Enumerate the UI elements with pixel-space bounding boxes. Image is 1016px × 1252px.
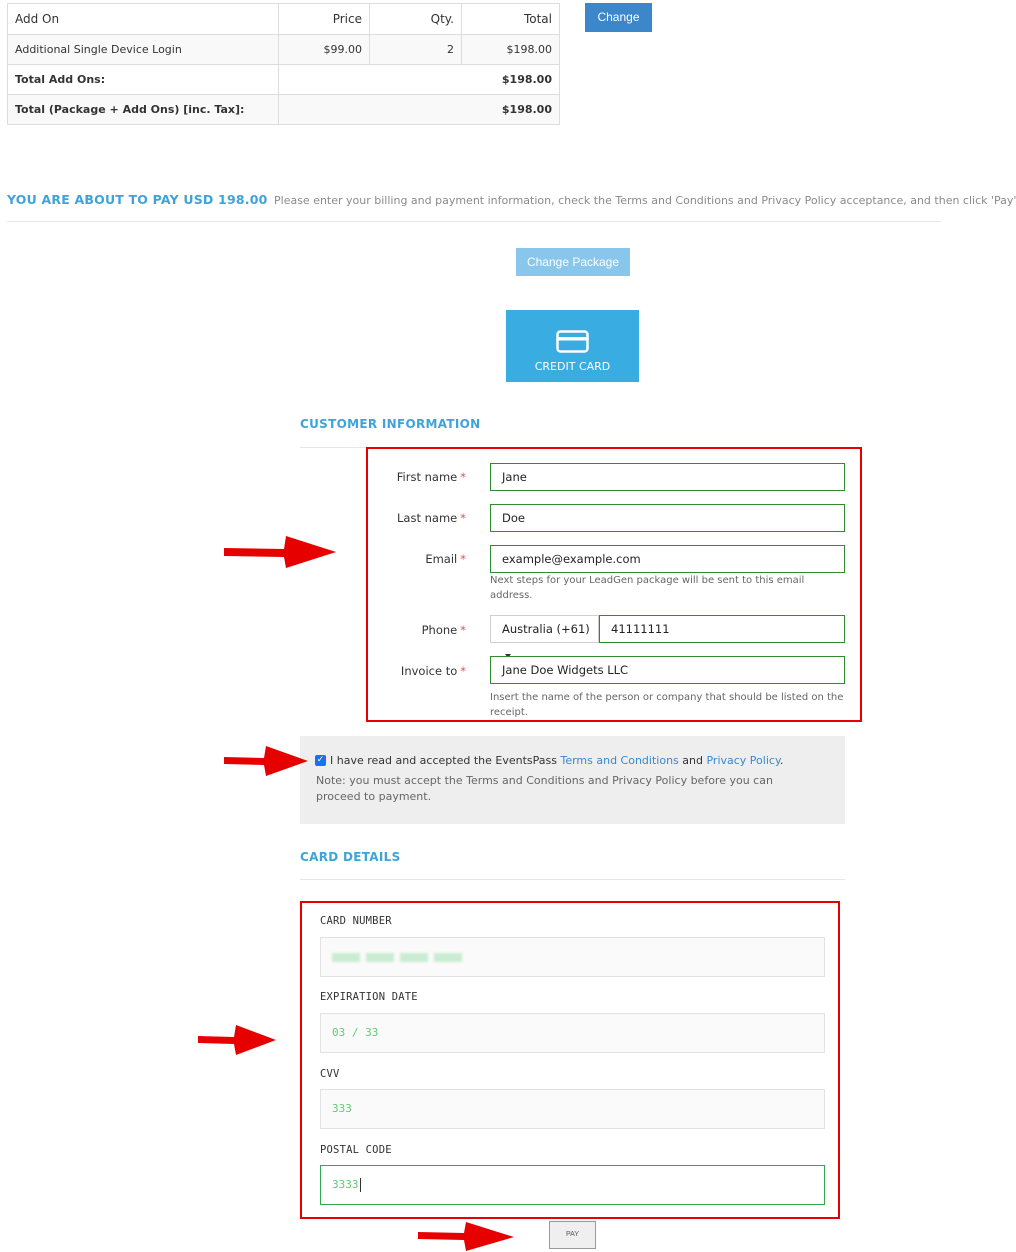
total-addons-value: $198.00 xyxy=(279,65,560,95)
email-input[interactable]: example@example.com xyxy=(490,545,845,573)
expiration-date-label: EXPIRATION DATE xyxy=(320,991,418,1003)
red-arrow-icon xyxy=(196,1023,278,1057)
last-name-input[interactable]: Doe xyxy=(490,504,845,532)
phone-country-select[interactable] xyxy=(490,615,599,643)
terms-prefix-text: I have read and accepted the EventsPass xyxy=(330,754,557,767)
grand-total-label: Total (Package + Add Ons) [inc. Tax]: xyxy=(8,95,279,125)
masked-digits xyxy=(434,953,462,962)
email-label: Email * xyxy=(425,552,466,566)
payment-method-label: CREDIT CARD xyxy=(534,360,611,373)
phone-number-input[interactable]: 41111111 xyxy=(599,615,845,643)
postal-code-input[interactable] xyxy=(320,1165,825,1205)
terms-acceptance-box xyxy=(300,736,845,824)
table-row-grand-total xyxy=(8,95,560,125)
terms-note: Note: you must accept the Terms and Conditions and Privacy Policy before you can proceed to payment. xyxy=(316,774,773,803)
card-number-input[interactable] xyxy=(320,937,825,977)
red-arrow-icon xyxy=(222,533,338,571)
pay-banner xyxy=(7,192,1016,207)
expiration-date-input[interactable]: 03 / 33 xyxy=(320,1013,825,1053)
masked-digits xyxy=(332,953,360,962)
privacy-policy-link[interactable]: Privacy Policy xyxy=(706,754,780,767)
change-package-button[interactable]: Change Package xyxy=(516,248,630,276)
pay-instructions: Please enter your billing and payment information, check the Terms and Conditions and Privacy Policy acceptance, and then click 'Pay' xyxy=(274,194,1016,207)
invoice-to-help-text: Insert the name of the person or company that should be listed on the receipt. xyxy=(490,692,844,718)
table-row xyxy=(8,35,560,65)
invoice-to-label: Invoice to * xyxy=(400,664,466,678)
section-divider xyxy=(300,447,366,448)
cvv-label: CVV xyxy=(320,1068,340,1080)
text-cursor xyxy=(360,1178,361,1192)
email-help-text: Next steps for your LeadGen package will be sent to this email address. xyxy=(490,575,805,601)
last-name-label: Last name * xyxy=(397,511,466,525)
card-details-title: CARD DETAILS xyxy=(300,850,401,864)
total-addons-label: Total Add Ons: xyxy=(8,65,279,95)
grand-total-value: $198.00 xyxy=(279,95,560,125)
section-divider xyxy=(300,879,845,880)
col-header-qty: Qty. xyxy=(370,4,462,35)
addons-table xyxy=(7,3,560,125)
terms-and-text: and xyxy=(682,754,703,767)
terms-checkbox[interactable]: ✓ xyxy=(316,755,325,765)
addon-total: $198.00 xyxy=(462,35,560,65)
col-header-total: Total xyxy=(462,4,560,35)
terms-and-conditions-link[interactable]: Terms and Conditions xyxy=(560,754,679,767)
postal-code-value: 3333 xyxy=(332,1178,359,1191)
first-name-label: First name * xyxy=(396,470,466,484)
red-arrow-icon xyxy=(416,1221,516,1252)
terms-statement xyxy=(330,754,783,767)
payment-method-credit-card[interactable] xyxy=(506,310,639,382)
phone-country-value: Australia (+61) xyxy=(502,622,590,636)
table-header-row xyxy=(8,4,560,35)
col-header-price: Price xyxy=(279,4,370,35)
postal-code-label: POSTAL CODE xyxy=(320,1144,392,1156)
addon-name: Additional Single Device Login xyxy=(8,35,279,65)
customer-info-title: CUSTOMER INFORMATION xyxy=(300,417,481,431)
phone-label: Phone * xyxy=(421,623,466,637)
col-header-addon: Add On xyxy=(8,4,279,35)
card-number-label: CARD NUMBER xyxy=(320,915,392,927)
pay-button[interactable]: PAY xyxy=(549,1221,596,1249)
divider xyxy=(7,221,941,222)
masked-digits xyxy=(400,953,428,962)
change-addons-button[interactable]: Change xyxy=(585,3,652,32)
pay-amount-headline: YOU ARE ABOUT TO PAY USD 198.00 xyxy=(7,192,268,207)
addon-price: $99.00 xyxy=(279,35,370,65)
first-name-input[interactable]: Jane xyxy=(490,463,845,491)
red-arrow-icon xyxy=(222,744,310,778)
masked-digits xyxy=(366,953,394,962)
addon-qty: 2 xyxy=(370,35,462,65)
table-row-total-addons xyxy=(8,65,560,95)
terms-suffix: . xyxy=(779,754,784,767)
invoice-to-input[interactable]: Jane Doe Widgets LLC xyxy=(490,656,845,684)
cvv-input[interactable]: 333 xyxy=(320,1089,825,1129)
credit-card-icon xyxy=(556,330,589,353)
